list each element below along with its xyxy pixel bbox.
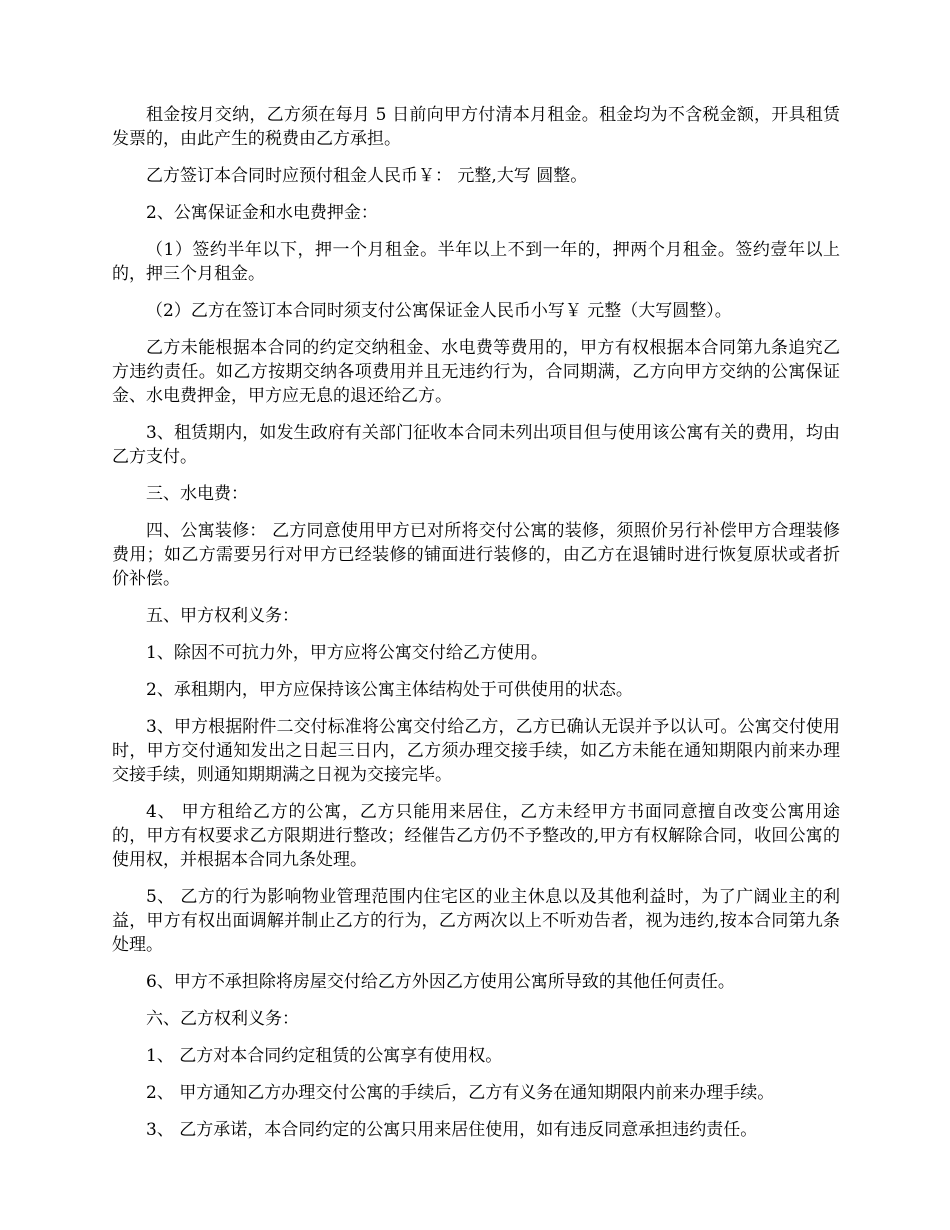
party-a-item-3: 3、甲方根据附件二交付标准将公寓交付给乙方，乙方已确认无误并予以认可。公寓交付使用时，甲方交付通知发出之日起三日内，乙方须办理交接手续，如乙方未能在通知期限内前来办理交接手续，则通知期期满之日视为交接完毕。 [112, 717, 840, 785]
section-heading-utilities: 三、水电费： [146, 484, 248, 504]
party-b-item-2: 2、 甲方通知乙方办理交付公寓的手续后，乙方有义务在通知期限内前来办理手续。 [146, 1083, 775, 1103]
party-a-item-6: 6、甲方不承担除将房屋交付给乙方外因乙方使用公寓所导致的其他任何责任。 [146, 972, 735, 992]
party-a-item-1: 1、除因不可抗力外，甲方应将公寓交付给乙方使用。 [146, 643, 548, 663]
paragraph-deposit-item-1: （1）签约半年以下，押一个月租金。半年以上不到一年的，押两个月租金。签约壹年以上的，押三个月租金。 [112, 240, 840, 284]
party-b-item-1: 1、 乙方对本合同约定租赁的公寓享有使用权。 [146, 1046, 503, 1066]
paragraph-rent-payment: 租金按月交纳，乙方须在每月 5 日前向甲方付清本月租金。租金均为不含税金额，开具租赁发票的，由此产生的税费由乙方承担。 [112, 105, 840, 149]
section-heading-party-a: 五、甲方权利义务： [146, 606, 299, 626]
paragraph-government-fees: 3、租赁期内，如发生政府有关部门征收本合同未列出项目但与使用该公寓有关的费用，均由乙方支付。 [112, 423, 840, 467]
paragraph-default-clause: 乙方未能根据本合同的约定交纳租金、水电费等费用的，甲方有权根据本合同第九条追究乙方违约责任。如乙方按期交纳各项费用并且无违约行为，合同期满，乙方向甲方交纳的公寓保证金、水电费押金，甲方应无息的退还给乙方。 [112, 338, 840, 406]
party-b-item-3: 3、 乙方承诺，本合同约定的公寓只用来居住使用，如有违反同意承担违约责任。 [146, 1120, 758, 1140]
paragraph-deposit-heading: 2、公寓保证金和水电费押金： [146, 203, 378, 223]
party-a-item-2: 2、承租期内，甲方应保持该公寓主体结构处于可供使用的状态。 [146, 680, 633, 700]
paragraph-prepaid-rent: 乙方签订本合同时应预付租金人民币￥： 元整,大写 圆整。 [146, 166, 588, 186]
party-a-item-4: 4、 甲方租给乙方的公寓，乙方只能用来居住，乙方未经甲方书面同意擅自改变公寓用途的，甲方有权要求乙方限期进行整改；经催告乙方仍不予整改的,甲方有权解除合同，收回公寓的使用权，并根据本合同九条处理。 [112, 802, 840, 870]
party-a-item-5: 5、 乙方的行为影响物业管理范围内住宅区的业主休息以及其他利益时，为了广阔业主的利益，甲方有权出面调解并制止乙方的行为，乙方两次以上不听劝告者，视为违约,按本合同第九条处理。 [112, 887, 840, 955]
section-heading-party-b: 六、乙方权利义务： [146, 1009, 299, 1029]
section-renovation: 四、公寓装修： 乙方同意使用甲方已对所将交付公寓的装修，须照价另行补偿甲方合理装修费用；如乙方需要另行对甲方已经装修的铺面进行装修的，由乙方在退铺时进行恢复原状或者折价补偿。 [112, 521, 840, 589]
paragraph-deposit-item-2: （2）乙方在签订本合同时须支付公寓保证金人民币小写￥ 元整（大写圆整）。 [146, 301, 732, 321]
